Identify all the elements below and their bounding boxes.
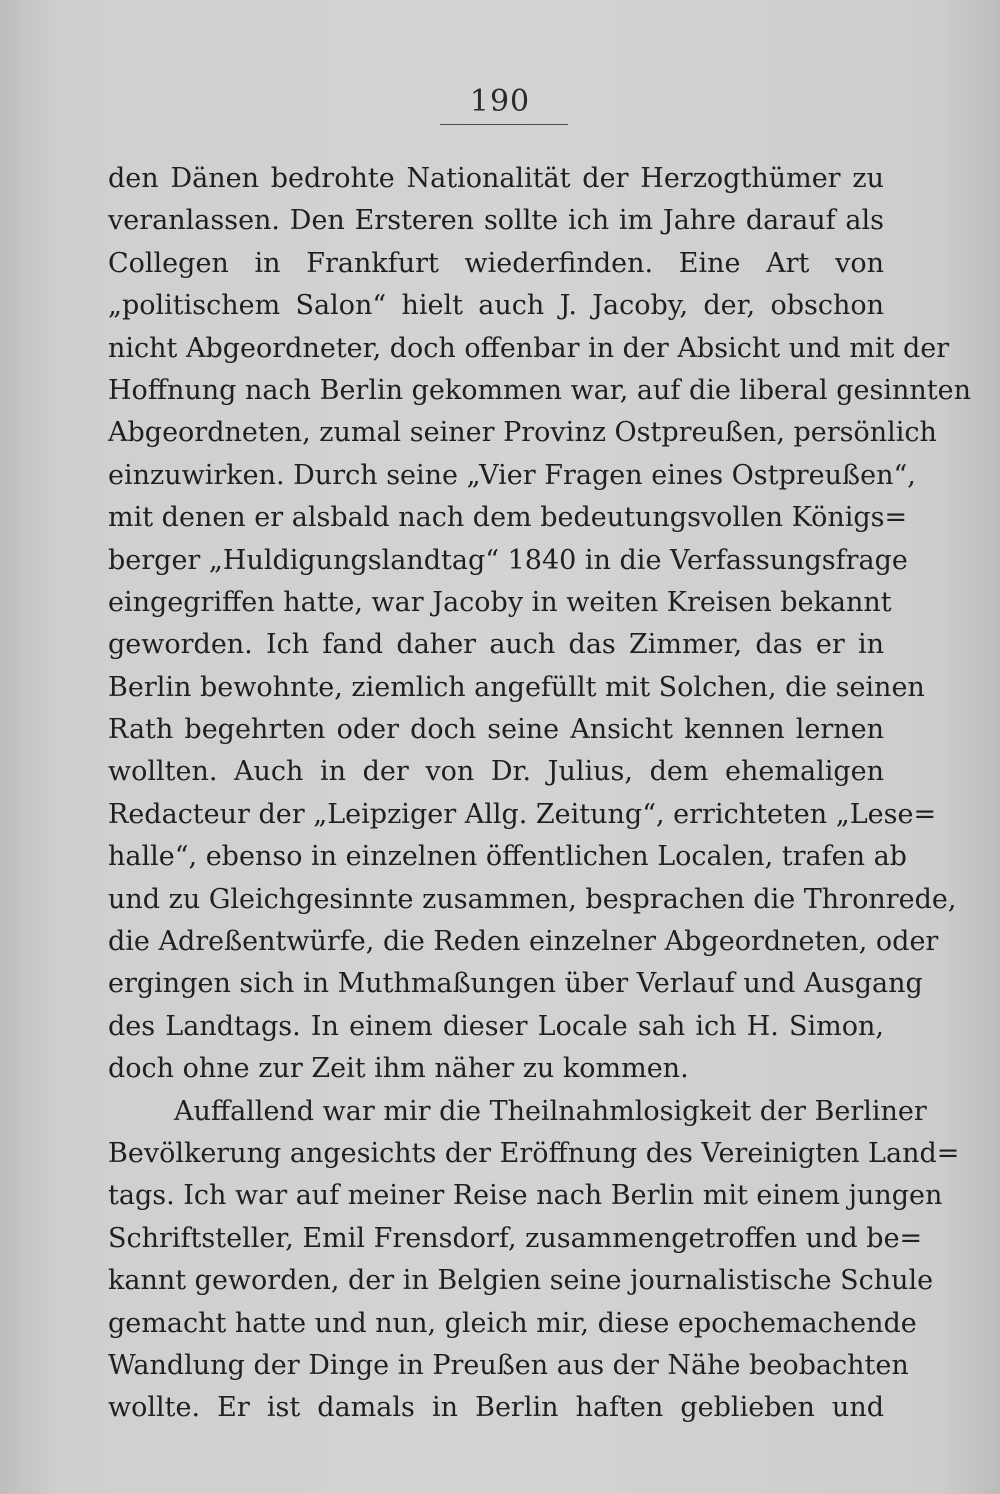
text-line: veranlassen. Den Ersteren sollte ich im Jahre darauf als (108, 205, 884, 237)
text-line: Berlin bewohnte, ziemlich angefüllt mit Solchen, die seinen (108, 671, 925, 703)
text-line: eingegriffen hatte, war Jacoby in weiten Kreisen bekannt (108, 586, 892, 618)
paragraph-start-line: Auffallend war mir die Theilnahmlosigkeit der Berliner (174, 1095, 927, 1127)
text-line: ergingen sich in Muthmaßungen über Verlauf und Ausgang (108, 968, 923, 1000)
page-number: 190 (469, 84, 531, 119)
text-line: und zu Gleichgesinnte zusammen, besprachen die Thronrede, (108, 883, 957, 915)
text-line: Hoffnung nach Berlin gekommen war, auf die liberal gesinnten (108, 374, 971, 406)
text-line: Abgeordneten, zumal seiner Provinz Ostpreußen, persönlich (108, 417, 937, 449)
text-line: Redacteur der „Leipziger Allg. Zeitung“, errichteten „Lese= (108, 798, 937, 830)
text-line: gemacht hatte und nun, gleich mir, diese epochemachende (108, 1307, 917, 1339)
text-line: mit denen er alsbald nach dem bedeutungsvollen Königs= (108, 502, 908, 534)
text-line: tags. Ich war auf meiner Reise nach Berlin mit einem jungen (108, 1180, 943, 1212)
text-line: nicht Abgeordneter, doch offenbar in der Absicht und mit der (108, 332, 950, 364)
text-line: Collegen in Frankfurt wiederfinden. Eine Art von (108, 247, 884, 279)
text-line: halle“, ebenso in einzelnen öffentlichen Localen, trafen ab (108, 841, 907, 873)
text-line: berger „Huldigungslandtag“ 1840 in die Verfassungsfrage (108, 544, 908, 576)
text-line: kannt geworden, der in Belgien seine journalistische Schule (108, 1265, 934, 1297)
text-line: geworden. Ich fand daher auch das Zimmer, das er in (108, 629, 884, 661)
text-line: einzuwirken. Durch seine „Vier Fragen eines Ostpreußen“, (108, 459, 916, 491)
paragraph-end-line: doch ohne zur Zeit ihm näher zu kommen. (108, 1053, 689, 1085)
text-line: den Dänen bedrohte Nationalität der Herzogthümer zu (108, 163, 884, 194)
text-line: Bevölkerung angesichts der Eröffnung des Vereinigten Land= (108, 1137, 960, 1169)
text-line: wollte. Er ist damals in Berlin haften geblieben und (108, 1392, 884, 1424)
text-line: „politischem Salon“ hielt auch J. Jacoby, der, obschon (108, 290, 884, 322)
body-text (108, 158, 971, 1430)
text-line: wollten. Auch in der von Dr. Julius, dem ehemaligen (108, 756, 884, 788)
text-line: Wandlung der Dinge in Preußen aus der Nähe beobachten (108, 1349, 909, 1381)
text-line: Rath begehrten oder doch seine Ansicht kennen lernen (108, 714, 884, 746)
text-line: des Landtags. In einem dieser Locale sah ich H. Simon, (108, 1010, 884, 1042)
page-number-rule (440, 124, 568, 125)
text-line: die Adreßentwürfe, die Reden einzelner Abgeordneten, oder (108, 926, 939, 958)
text-line: Schriftsteller, Emil Frensdorf, zusammengetroffen und be= (108, 1222, 923, 1254)
